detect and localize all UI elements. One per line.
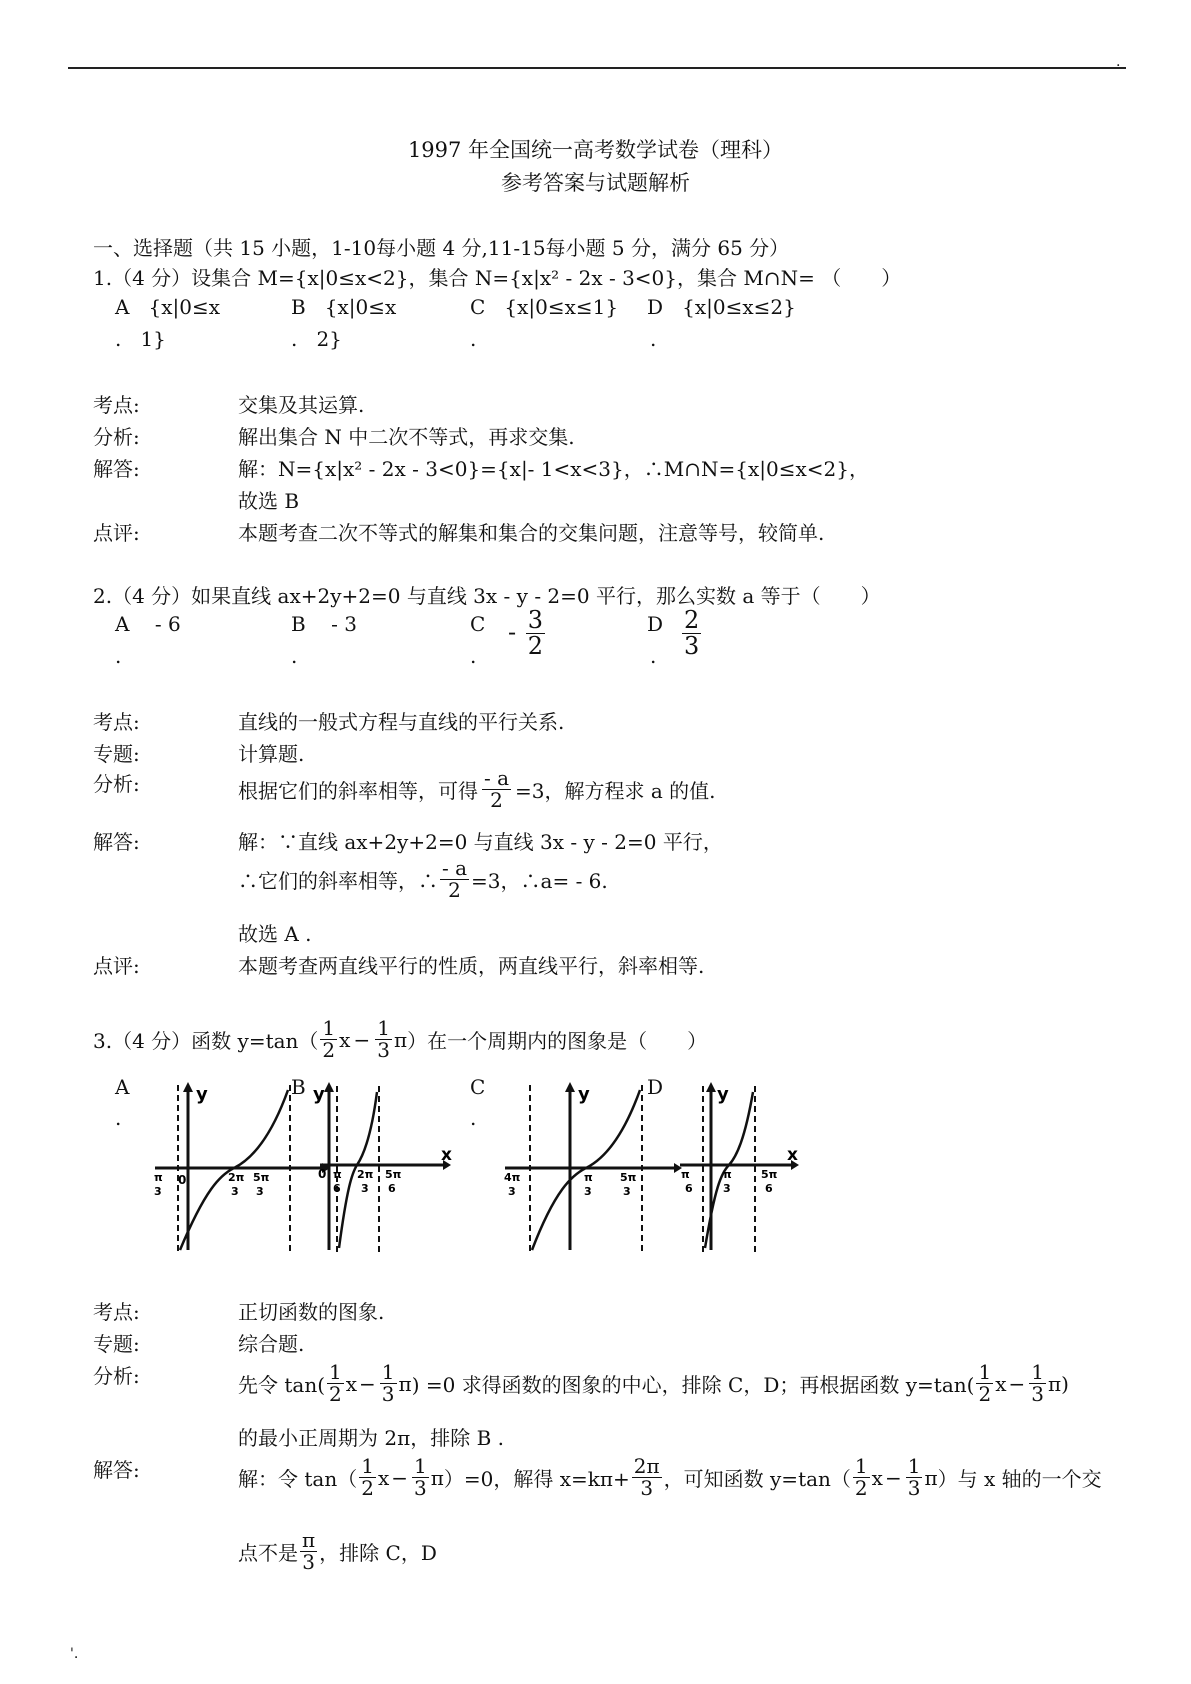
q2-option-a[interactable] [115, 612, 181, 636]
corner-mark-bottom: '. [70, 1646, 79, 1662]
option-letter: B [291, 612, 306, 636]
tick-numerator: π [154, 1171, 163, 1184]
section-heading: 一、选择题（共 15 小题，1-10每小题 4 分,11-15每小题 5 分，满分 65 分） [93, 236, 790, 260]
option-text-cont: 1} [140, 327, 166, 351]
numerator: 1 [413, 1454, 427, 1478]
y-axis-label: y [196, 1084, 208, 1105]
q1-dianping: 本题考查二次不等式的解集和集合的交集问题，注意等号，较简单. [238, 521, 825, 545]
option-text: - 3 [331, 612, 357, 636]
tick-denominator: 6 [333, 1182, 341, 1195]
option-dot: . [470, 1106, 477, 1130]
variable: x [995, 1371, 1007, 1396]
page-subtitle: 参考答案与试题解析 [501, 171, 690, 195]
stem-text: ）在一个周期内的图象是（ ） [407, 1029, 708, 1053]
q2-kaodian-label: 考点: [93, 710, 140, 734]
numerator: 1 [381, 1360, 395, 1384]
fraction [526, 608, 545, 659]
option-letter: B [291, 295, 306, 319]
denominator: 3 [907, 1476, 921, 1500]
q1-fenxi: 解出集合 N 中二次不等式，再求交集. [238, 425, 575, 449]
pi-symbol: π [393, 1027, 408, 1052]
tick-numerator: π [333, 1168, 342, 1181]
q1-stem: 1.（4 分）设集合 M={x|0≤x<2}，集合 N={x|x² - 2x - 3<0}，集合 M∩N= （ ） [93, 266, 902, 290]
q2-stem: 2.（4 分）如果直线 ax+2y+2=0 与直线 3x - y - 2=0 平行，那么实数 a 等于（ ） [93, 584, 881, 608]
fraction [359, 1456, 376, 1499]
jieda-text: ∴它们的斜率相等，∴ [238, 869, 438, 893]
tick-denominator: 3 [723, 1182, 731, 1195]
denominator: 2 [854, 1476, 868, 1500]
q1-kaodian-label: 考点: [93, 393, 140, 417]
tick-denominator: 6 [765, 1182, 773, 1195]
tick-numerator: 5π [620, 1171, 637, 1184]
q3-option-c-letter[interactable]: C [470, 1075, 486, 1099]
denominator: 3 [302, 1550, 315, 1574]
fraction [682, 608, 701, 659]
fraction [327, 1362, 344, 1405]
q1-jieda-2: 故选 B [238, 489, 300, 513]
q1-kaodian: 交集及其运算. [238, 393, 365, 417]
tick-numerator: 5π [761, 1168, 778, 1181]
q1-option-d[interactable] [647, 295, 796, 319]
numerator: 1 [854, 1454, 868, 1478]
option-dot: . [115, 644, 122, 668]
tick-denominator: 3 [231, 1185, 239, 1198]
denominator: 2 [329, 1382, 342, 1406]
pi-symbol: π [1047, 1371, 1062, 1396]
q2-jieda-2 [238, 858, 608, 901]
option-text: {x|0≤x≤1} [504, 295, 619, 319]
q2-dianping: 本题考查两直线平行的性质，两直线平行，斜率相等. [238, 954, 705, 978]
fraction [440, 858, 469, 901]
tick-denominator: 6 [388, 1182, 396, 1195]
pi-symbol: π [398, 1371, 412, 1396]
minus-sign: − [353, 1027, 371, 1052]
option-dot: . [470, 327, 477, 351]
top-rule [68, 67, 1126, 69]
fraction [1029, 1362, 1046, 1405]
q3-option-b-letter[interactable]: B [291, 1075, 306, 1099]
option-letter: A [115, 612, 130, 636]
numerator: 1 [361, 1454, 374, 1478]
q2-dianping-label: 点评: [93, 954, 140, 978]
q3-fenxi-line2: 的最小正周期为 2π，排除 B . [238, 1426, 504, 1450]
jieda-text: =3，∴a= - 6. [471, 869, 608, 893]
numerator: 1 [322, 1016, 336, 1040]
q1-option-b[interactable] [291, 295, 396, 319]
option-letter: D [647, 295, 664, 319]
minus-sign: − [1008, 1371, 1026, 1396]
numerator: 1 [978, 1360, 992, 1384]
q2-option-c-letter: C [470, 612, 486, 636]
fraction [320, 1018, 337, 1061]
y-axis-label: y [717, 1084, 729, 1105]
tick-denominator: 3 [361, 1182, 369, 1195]
numerator: 1 [907, 1454, 921, 1478]
minus-sign: − [359, 1371, 376, 1396]
option-dot: . [650, 644, 657, 668]
tick-numerator: π [681, 1168, 690, 1181]
fenxi-text: ) [1061, 1371, 1069, 1396]
denominator: 2 [448, 878, 461, 902]
q2-fenxi-label: 分析: [93, 772, 140, 796]
q2-jieda-1: 解：∵直线 ax+2y+2=0 与直线 3x - y - 2=0 平行， [238, 830, 723, 854]
option-dot: . [115, 327, 122, 351]
fraction [906, 1456, 923, 1499]
minus-sign: − [391, 1465, 408, 1490]
numerator: 1 [377, 1016, 390, 1040]
q2-jieda-3: 故选 A . [238, 922, 312, 946]
q3-fenxi [238, 1362, 1069, 1405]
y-axis-label: y [578, 1084, 590, 1105]
q2-option-d-letter: D [647, 612, 664, 636]
tick-numerator: 2π [357, 1168, 374, 1181]
denominator: 3 [1031, 1382, 1044, 1406]
q1-option-b-cont [291, 327, 342, 351]
fenxi-text: ) =0 求得函数的图象的中心，排除 C，D；再根据函数 y=tan( [411, 1373, 975, 1397]
q1-option-c[interactable] [470, 295, 618, 319]
denominator: 3 [413, 1476, 427, 1500]
denominator: 3 [640, 1476, 654, 1500]
pi-symbol: π [430, 1465, 444, 1490]
variable: x [345, 1371, 358, 1396]
q3-jieda-label: 解答: [93, 1458, 140, 1482]
denominator: 2 [978, 1382, 992, 1406]
y-axis-arrow [706, 1082, 716, 1092]
pi-symbol: π [924, 1465, 938, 1490]
denominator: 2 [527, 632, 544, 661]
q2-zhuanti-label: 专题: [93, 742, 140, 766]
fenxi-text: =3，解方程求 a 的值. [515, 779, 716, 803]
q1-dianping-label: 点评: [93, 521, 140, 545]
origin-label: 0 [178, 1173, 187, 1187]
jieda-text: 点不是 [238, 1541, 298, 1565]
minus-sign: − [884, 1465, 902, 1490]
denominator: 2 [322, 1038, 336, 1062]
option-dot: . [115, 1106, 122, 1130]
fraction [380, 1362, 397, 1405]
q3-kaodian-label: 考点: [93, 1300, 140, 1324]
option-text: {x|0≤x≤2} [682, 295, 796, 319]
option-text: {x|0≤x [324, 295, 397, 319]
q3-option-d-letter[interactable]: D [647, 1075, 664, 1099]
denominator: 2 [361, 1476, 374, 1500]
option-dot: . [650, 327, 657, 351]
variable: x [339, 1027, 351, 1052]
q2-kaodian: 直线的一般式方程与直线的平行关系. [238, 710, 565, 734]
tick-numerator: 5π [385, 1168, 402, 1181]
q1-fenxi-label: 分析: [93, 425, 140, 449]
q3-stem [93, 1018, 707, 1061]
tick-denominator: 3 [154, 1185, 162, 1198]
tan-curve [532, 1090, 640, 1250]
stem-text: 3.（4 分）函数 y=tan（ [93, 1029, 319, 1053]
numerator: 1 [1031, 1360, 1044, 1384]
fraction [482, 768, 511, 811]
q3-zhuanti: 综合题. [238, 1332, 305, 1356]
option-dot: . [470, 644, 477, 668]
graph-a[interactable] [150, 1080, 330, 1255]
q3-kaodian: 正切函数的图象. [238, 1300, 385, 1324]
denominator: 3 [684, 632, 700, 661]
fraction [976, 1362, 993, 1405]
fenxi-text: 根据它们的斜率相等，可得 [238, 779, 478, 803]
tick-denominator: 6 [685, 1182, 693, 1195]
origin-label: 0 [318, 1167, 327, 1181]
page-title: 1997 年全国统一高考数学试卷（理科） [407, 138, 784, 162]
y-axis-arrow [183, 1082, 193, 1092]
tick-numerator: π [584, 1171, 593, 1184]
q2-option-d[interactable] [680, 608, 703, 659]
option-text: {x|0≤x [148, 295, 221, 319]
denominator: 2 [490, 788, 503, 812]
tan-curve [180, 1090, 288, 1250]
variable: x [871, 1465, 883, 1490]
jieda-text: ，可知函数 y=tan（ [663, 1467, 851, 1491]
y-axis-arrow [565, 1082, 575, 1092]
q1-jieda-label: 解答: [93, 457, 140, 481]
denominator: 3 [381, 1382, 395, 1406]
numerator: - a [484, 766, 510, 790]
jieda-text: ）=0，解得 x=kπ+ [443, 1467, 630, 1491]
tick-numerator: 4π [504, 1171, 521, 1184]
variable: x [377, 1465, 390, 1490]
tick-denominator: 3 [508, 1185, 516, 1198]
q2-zhuanti: 计算题. [238, 742, 305, 766]
x-axis-label: x [787, 1145, 798, 1165]
q3-jieda-line2 [238, 1530, 437, 1573]
graph-d[interactable] [675, 1078, 805, 1255]
x-axis-label: x [441, 1145, 452, 1165]
option-text-cont: 2} [316, 327, 342, 351]
fraction [412, 1456, 429, 1499]
fraction [375, 1018, 392, 1061]
jieda-text: ）与 x 轴的一个交 [937, 1467, 1102, 1491]
option-dot: . [291, 644, 298, 668]
y-axis-label: y [313, 1084, 325, 1105]
jieda-text: ，排除 C，D [319, 1541, 437, 1565]
graph-b[interactable] [315, 1078, 455, 1255]
fraction [853, 1456, 870, 1499]
numerator: - a [442, 856, 468, 880]
numerator: 2π [633, 1454, 660, 1478]
fenxi-text: 先令 tan( [238, 1373, 326, 1397]
tick-numerator: π [723, 1168, 732, 1181]
option-dot: . [291, 327, 298, 351]
q3-option-a-letter[interactable]: A [115, 1075, 130, 1099]
jieda-text: 解：令 tan（ [238, 1467, 358, 1491]
option-letter: A [115, 295, 130, 319]
y-axis-arrow [324, 1082, 334, 1092]
numerator: 1 [329, 1360, 342, 1384]
q2-fenxi [238, 768, 716, 811]
tick-numerator: 2π [228, 1171, 245, 1184]
tick-denominator: 3 [584, 1185, 592, 1198]
q3-fenxi-label: 分析: [93, 1364, 140, 1388]
fraction [300, 1530, 317, 1573]
tick-numerator: 5π [253, 1171, 270, 1184]
q1-option-a-cont [115, 327, 166, 351]
tick-denominator: 3 [623, 1185, 631, 1198]
q2-option-c[interactable] [508, 608, 547, 659]
numerator: π [302, 1528, 316, 1552]
tick-denominator: 3 [256, 1185, 264, 1198]
q1-jieda: 解：N={x|x² - 2x - 3<0}={x|- 1<x<3}，∴M∩N={x|0≤x<2}， [238, 457, 869, 481]
numerator: 3 [527, 606, 544, 634]
minus-sign: - [508, 618, 517, 647]
corner-mark-top: . [1116, 54, 1121, 70]
q2-option-b[interactable] [291, 612, 357, 636]
graph-c[interactable] [500, 1080, 685, 1255]
q3-zhuanti-label: 专题: [93, 1332, 140, 1356]
option-text: - 6 [154, 612, 181, 636]
denominator: 3 [377, 1038, 390, 1062]
option-letter: C [470, 295, 486, 319]
q1-option-a[interactable] [115, 295, 220, 319]
numerator: 2 [684, 606, 700, 634]
q3-jieda [238, 1456, 1102, 1499]
fraction [632, 1456, 662, 1499]
q2-jieda-label: 解答: [93, 830, 140, 854]
